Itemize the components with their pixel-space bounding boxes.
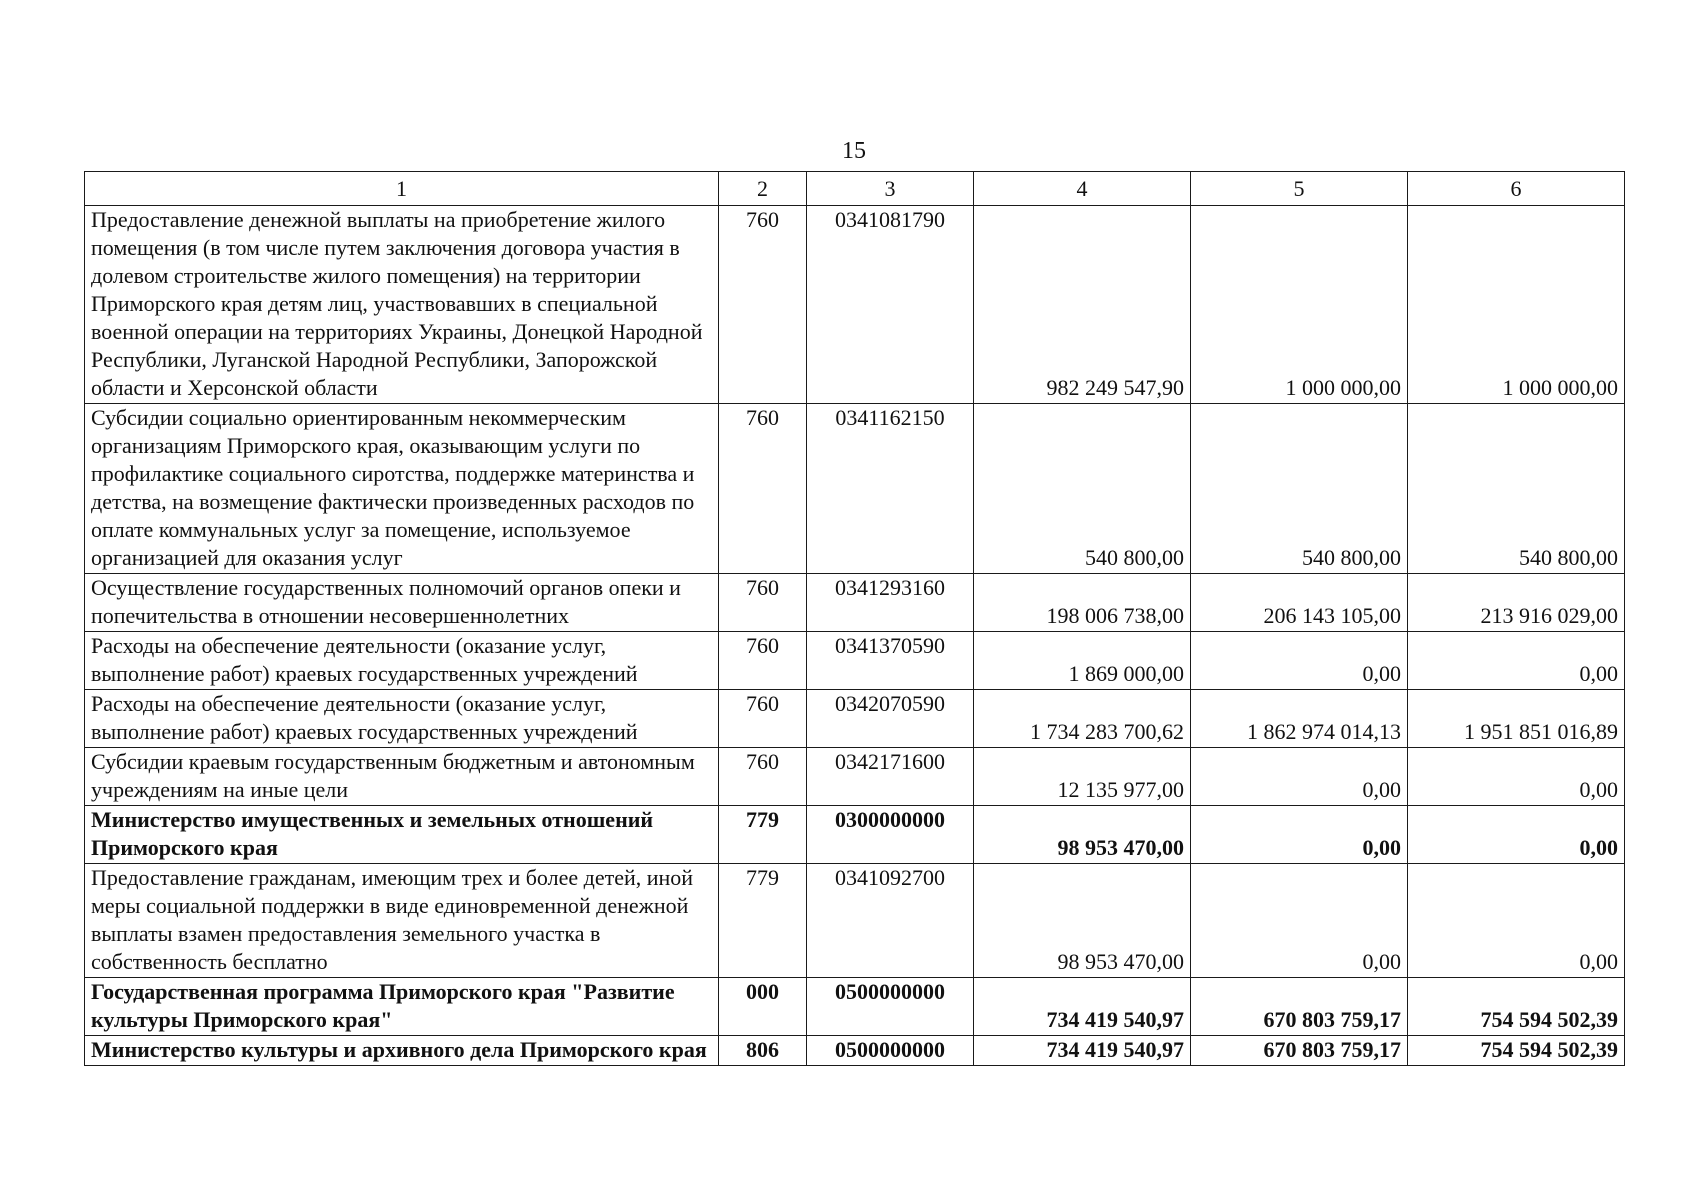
table-row: [85, 1036, 1625, 1066]
row-description: Расходы на обеспечение деятельности (оказание услуг, выполнение работ) краевых государственных учреждений: [85, 632, 719, 690]
row-grbs-code: 760: [719, 748, 807, 806]
row-amount-col4: 98 953 470,00: [974, 864, 1191, 978]
row-csr-code: 0341293160: [807, 574, 974, 632]
table-row: [85, 632, 1625, 690]
table-row: [85, 864, 1625, 978]
row-amount-col4: 734 419 540,97: [974, 1036, 1191, 1066]
row-amount-col6: 0,00: [1408, 632, 1625, 690]
row-grbs-code: 760: [719, 632, 807, 690]
row-amount-col6: 0,00: [1408, 806, 1625, 864]
row-csr-code: 0341370590: [807, 632, 974, 690]
row-description: Осуществление государственных полномочий органов опеки и попечительства в отношении несовершеннолетних: [85, 574, 719, 632]
row-grbs-code: 779: [719, 806, 807, 864]
row-csr-code: 0500000000: [807, 1036, 974, 1066]
column-header-4: 4: [974, 172, 1191, 206]
table-row: [85, 404, 1625, 574]
row-amount-col6: 754 594 502,39: [1408, 978, 1625, 1036]
page-number: 15: [842, 138, 866, 164]
row-amount-col6: 1 951 851 016,89: [1408, 690, 1625, 748]
column-header-2: 2: [719, 172, 807, 206]
row-description: Министерство имущественных и земельных отношений Приморского края: [85, 806, 719, 864]
table-body: [85, 206, 1625, 1066]
table-row: [85, 574, 1625, 632]
row-grbs-code: 000: [719, 978, 807, 1036]
row-amount-col5: 540 800,00: [1191, 404, 1408, 574]
table-row: [85, 206, 1625, 404]
row-csr-code: 0341092700: [807, 864, 974, 978]
row-amount-col5: 1 862 974 014,13: [1191, 690, 1408, 748]
table-header-row: [85, 172, 1625, 206]
row-description: Субсидии краевым государственным бюджетным и автономным учреждениям на иные цели: [85, 748, 719, 806]
row-grbs-code: 760: [719, 574, 807, 632]
row-amount-col4: 734 419 540,97: [974, 978, 1191, 1036]
row-grbs-code: 806: [719, 1036, 807, 1066]
row-amount-col6: 213 916 029,00: [1408, 574, 1625, 632]
row-description: Предоставление гражданам, имеющим трех и более детей, иной меры социальной поддержки в виде единовременной денежной выплаты взамен предоставления земельного участка в собственность бесплатно: [85, 864, 719, 978]
row-amount-col6: 0,00: [1408, 748, 1625, 806]
row-amount-col5: 0,00: [1191, 864, 1408, 978]
column-header-5: 5: [1191, 172, 1408, 206]
row-amount-col4: 12 135 977,00: [974, 748, 1191, 806]
row-csr-code: 0500000000: [807, 978, 974, 1036]
row-description: Субсидии социально ориентированным некоммерческим организациям Приморского края, оказывающим услуги по профилактике социального сиротства, поддержке материнства и детства, на возмещение фактически произведенных расходов по оплате коммунальных услуг за помещение, используемое организацией для оказания услуг: [85, 404, 719, 574]
row-amount-col5: 670 803 759,17: [1191, 1036, 1408, 1066]
row-description: Государственная программа Приморского края "Развитие культуры Приморского края": [85, 978, 719, 1036]
row-amount-col6: 540 800,00: [1408, 404, 1625, 574]
row-amount-col5: 206 143 105,00: [1191, 574, 1408, 632]
row-amount-col6: 1 000 000,00: [1408, 206, 1625, 404]
row-description: Расходы на обеспечение деятельности (оказание услуг, выполнение работ) краевых государственных учреждений: [85, 690, 719, 748]
row-amount-col5: 1 000 000,00: [1191, 206, 1408, 404]
row-csr-code: 0342070590: [807, 690, 974, 748]
row-csr-code: 0341162150: [807, 404, 974, 574]
row-description: Министерство культуры и архивного дела Приморского края: [85, 1036, 719, 1066]
row-amount-col4: 982 249 547,90: [974, 206, 1191, 404]
row-grbs-code: 779: [719, 864, 807, 978]
row-amount-col6: 754 594 502,39: [1408, 1036, 1625, 1066]
row-amount-col5: 670 803 759,17: [1191, 978, 1408, 1036]
table-row: [85, 806, 1625, 864]
row-csr-code: 0342171600: [807, 748, 974, 806]
row-amount-col4: 198 006 738,00: [974, 574, 1191, 632]
column-header-1: 1: [85, 172, 719, 206]
row-grbs-code: 760: [719, 690, 807, 748]
row-amount-col6: 0,00: [1408, 864, 1625, 978]
row-csr-code: 0341081790: [807, 206, 974, 404]
row-amount-col4: 1 869 000,00: [974, 632, 1191, 690]
row-amount-col5: 0,00: [1191, 806, 1408, 864]
row-amount-col5: 0,00: [1191, 748, 1408, 806]
row-description: Предоставление денежной выплаты на приобретение жилого помещения (в том числе путем заключения договора участия в долевом строительстве жилого помещения) на территории Приморского края детям лиц, участвовавших в специальной военной операции на территориях Украины, Донецкой Народной Республики, Луганской Народной Республики, Запорожской области и Херсонской области: [85, 206, 719, 404]
row-amount-col4: 540 800,00: [974, 404, 1191, 574]
table-row: [85, 978, 1625, 1036]
column-header-3: 3: [807, 172, 974, 206]
table-row: [85, 690, 1625, 748]
column-header-6: 6: [1408, 172, 1625, 206]
table-row: [85, 748, 1625, 806]
budget-table: [84, 171, 1625, 1066]
row-csr-code: 0300000000: [807, 806, 974, 864]
row-grbs-code: 760: [719, 206, 807, 404]
row-amount-col4: 98 953 470,00: [974, 806, 1191, 864]
row-amount-col4: 1 734 283 700,62: [974, 690, 1191, 748]
row-grbs-code: 760: [719, 404, 807, 574]
row-amount-col5: 0,00: [1191, 632, 1408, 690]
